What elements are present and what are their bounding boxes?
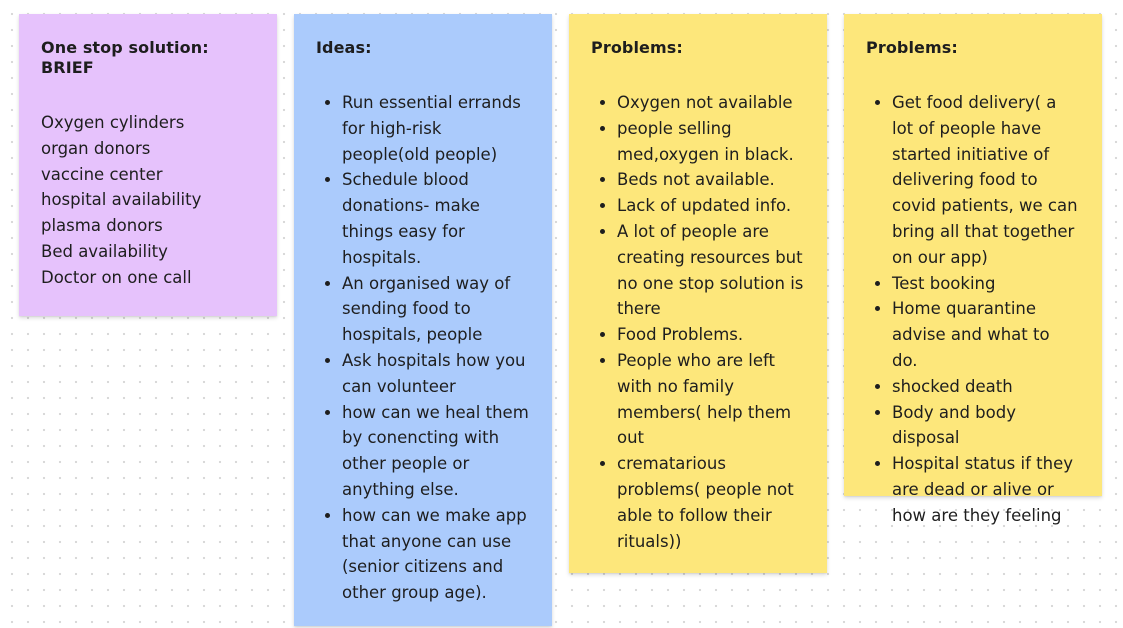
list-item: • crematarious problems( people not able to follow their rituals)) [617,451,805,554]
list-item: • Test booking [892,271,1080,297]
list-item: • Hospital status if they are dead or alive or how are they feeling [892,451,1080,528]
note-line: hospital availability [41,190,202,210]
list-item: • People who are left with no family members( help them out [617,348,805,451]
bullet-list [866,90,1080,529]
bullet-list [591,90,805,554]
list-item: • A lot of people are creating resources but no one stop solution is there [617,219,805,322]
sticky-note-problems-1[interactable] [569,14,827,573]
list-item: • Run essential errands for high-risk people(old people) [342,90,530,167]
sticky-note-brief[interactable] [19,14,277,316]
list-item: • Get food delivery( a lot of people have started initiative of delivering food to covid patients, we can bring all that together on our app) [892,90,1080,271]
bullet-list [316,90,530,606]
list-item: • Ask hospitals how you can volunteer [342,348,530,400]
note-title: One stop solution: BRIEF [41,38,209,77]
note-line: vaccine center [41,164,163,184]
note-text [41,110,255,291]
note-line: Oxygen cylinders [41,113,185,132]
list-item: • Oxygen not available [617,90,805,116]
list-item: • Beds not available. [617,167,805,193]
list-item: • Schedule blood donations- make things easy for hospitals. [342,167,530,270]
note-title: Problems: [591,38,683,57]
list-item: • people selling med,oxygen in black. [617,116,805,168]
list-item: • how can we make app that anyone can use (senior citizens and other group age). [342,503,530,606]
note-line: plasma donors [41,216,163,236]
list-item: • shocked death [892,374,1080,400]
list-item: • An organised way of sending food to hospitals, people [342,271,530,348]
list-item: • Home quarantine advise and what to do. [892,296,1080,373]
list-item: • how can we heal them by conencting with other people or anything else. [342,400,530,503]
note-title: Problems: [866,38,958,57]
note-line: organ donors [41,138,151,158]
note-title: Ideas: [316,38,372,57]
list-item: • Food Problems. [617,322,805,348]
sticky-note-ideas[interactable] [294,14,552,626]
list-item: • Lack of updated info. [617,193,805,219]
list-item: • Body and body disposal [892,400,1080,452]
note-line: Doctor on one call [41,267,192,287]
sticky-note-problems-2[interactable] [844,14,1102,525]
note-line: Bed availability [41,241,168,261]
